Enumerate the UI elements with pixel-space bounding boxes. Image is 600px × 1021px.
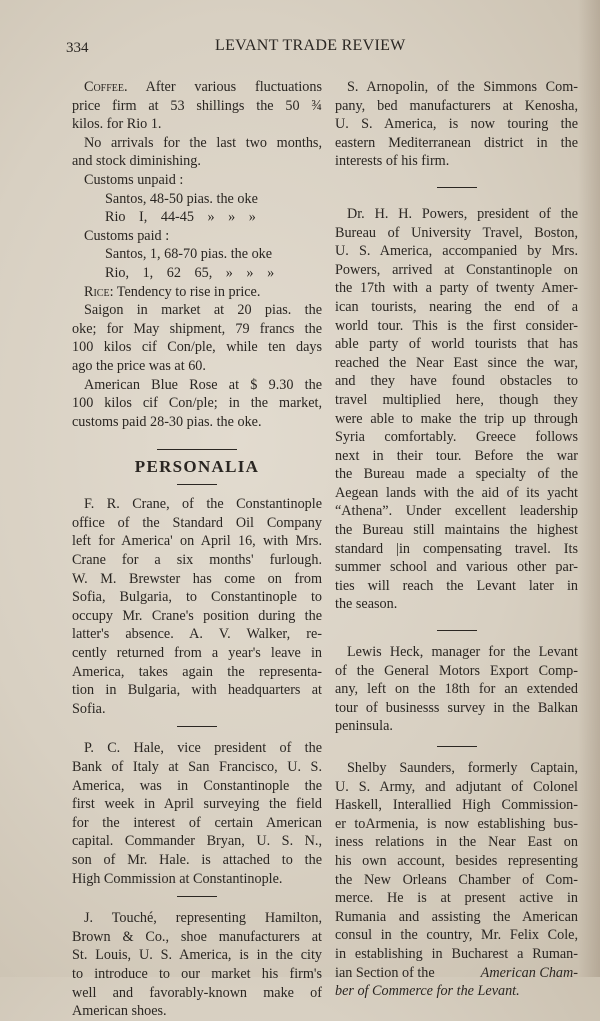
text-line: interests of his firm. [335, 153, 450, 170]
text-line: Shelby Saunders, formerly Captain, [347, 760, 578, 776]
text-line: American shoes. [72, 1003, 167, 1020]
spacer [72, 431, 322, 449]
spacer [72, 727, 322, 739]
text-line: next in their tour. Before the war [335, 447, 578, 464]
text-line: No arrivals for the last two months, [84, 134, 322, 151]
text-line: and stock diminishing. [72, 153, 201, 170]
text-line: of the General Motors Export Comp- [335, 662, 578, 679]
right-column [335, 78, 578, 1001]
text-line: F. R. Crane, of the Constantinople [84, 496, 322, 513]
text-line: Aegean lands with the aid of its yacht [335, 484, 578, 501]
text-line: son of Mr. Hale. is attached to the [72, 851, 322, 868]
text-line: Crane for a six months' furlough. [72, 552, 322, 569]
text-line: Powers, arrived at Constantinople on [335, 261, 578, 278]
text-line: 100 kilos cif Con/ple, while ten days [72, 339, 322, 356]
text-line: customs paid 28-30 pias. the oke. [72, 413, 262, 430]
page-number: 334 [66, 40, 89, 56]
text-line: America, takes again the representa- [72, 663, 322, 680]
touche-paragraph [72, 909, 322, 1021]
spacer [72, 718, 322, 726]
spacer [335, 614, 578, 630]
italic-chamber-name: ber of Commerce for the Levant. [335, 983, 520, 1000]
text-line: High Commission at Constantinople. [72, 870, 283, 887]
spacer [335, 171, 578, 187]
hale-paragraph [72, 739, 322, 888]
text-line: travel multiplied here, though they [335, 391, 578, 408]
text-line: reached the Near East since the war, [335, 354, 578, 371]
text-line: pany, bed manufacturers at Kenosha, [335, 97, 578, 114]
text-line: W. M. Brewster has come on from [72, 570, 322, 587]
italic-chamber-name: American Cham- [480, 964, 578, 981]
crane-paragraph [72, 495, 322, 718]
spacer [335, 631, 578, 643]
text-line: Coffee. After various fluctuations [84, 79, 322, 95]
text-line: U. S. Army, and adjutant of Colonel [335, 778, 578, 795]
customs-paid-label: Customs paid : [84, 227, 170, 244]
text-line: ican tourists, nearing the end of a [335, 298, 578, 315]
text-line: cently returned from a year's leave in [72, 645, 322, 662]
text-line: the Bureau made a specialty of the [335, 466, 578, 483]
page-edge-shadow [578, 0, 600, 977]
spacer [72, 485, 322, 495]
text-line: Bureau of University Travel, Boston, [335, 224, 578, 241]
text-line: iness relations in the Near East on [335, 834, 578, 851]
text-line: eastern Mediterranean district in the [335, 134, 578, 151]
spacer [72, 888, 322, 896]
text-line: ian Section of the American Cham- [335, 964, 578, 981]
customs-unpaid-label: Customs unpaid : [84, 171, 184, 188]
text-line: U. S. America, is now touring the [335, 116, 578, 133]
text-line: office of the Standard Oil Company [72, 514, 322, 531]
text-line: his own account, besides representing [335, 852, 578, 869]
rice-lead: Rice [84, 283, 110, 300]
text-line: tion in Bulgaria, with headquarters at [72, 682, 322, 699]
text-line: St. Louis, U. S. America, is in the city [72, 947, 322, 964]
text-line: were able to make the trip up through [335, 410, 578, 427]
text-line: to introduce to our market his firm's [72, 965, 322, 982]
text-line: merce. He is at present active in [335, 890, 578, 907]
text-line: Dr. H. H. Powers, president of the [347, 205, 578, 222]
arnopolin-paragraph [335, 78, 578, 171]
text-line: the season. [335, 596, 398, 613]
text-line: tour of businesss survey in the Balkan [335, 699, 578, 716]
text-line: and they have found obstacles to [335, 373, 578, 390]
text-line: left for America' on April 16, with Mrs. [72, 533, 322, 550]
text-line: Saigon in market at 20 pias. the [84, 302, 322, 319]
text-line: er toArmenia, is now establishing bus- [335, 815, 578, 832]
text-line: latter's absence. A. V. Walker, re- [72, 626, 322, 643]
text-line: the 17th with a party of twenty Amer- [335, 280, 578, 297]
text-line: occupy Mr. Crane's position during the [72, 607, 322, 624]
spacer [335, 188, 578, 205]
text-line: able party of world tourists that has [335, 336, 578, 353]
text-line: any, left on the 18th for an extended [335, 681, 578, 698]
text-line: for the interest of certain American [72, 814, 322, 831]
spacer [335, 747, 578, 759]
text-line: J. Touché, representing Hamilton, [84, 910, 322, 927]
text-line: the New Orleans Chamber of Com- [335, 871, 578, 888]
text-line: Lewis Heck, manager for the Levant [347, 644, 578, 661]
text-line: American Blue Rose at $ 9.30 the [84, 376, 322, 393]
text-line: Bank of Italy at San Francisco, U. S. [72, 759, 322, 775]
price-line: Santos, 1, 68-70 pias. the oke [105, 246, 273, 263]
text-line: oke; for May shipment, 79 francs the [72, 320, 322, 337]
text-line: ago the price was at 60. [72, 357, 206, 374]
rice-paragraph [72, 283, 322, 432]
price-line: Rio, 1, 62 65, » » » [105, 264, 275, 281]
spacer [335, 736, 578, 746]
text-line: 100 kilos cif Con/ple; in the market, [72, 395, 322, 412]
coffee-lead: Coffee. [84, 79, 128, 95]
text-line: S. Arnopolin, of the Simmons Com- [347, 79, 578, 95]
text-line: ties will reach the Levant later in [335, 577, 578, 594]
price-line: Rio I, 44-45 » » » [105, 209, 256, 226]
text-line: standard |in compensating travel. Its [335, 540, 578, 557]
text-line: U. S. America, accompanied by Mrs. [335, 243, 578, 260]
text-line: “Athena”. Under excellent leadership [335, 503, 578, 520]
text-line: well and favorably-known make of [72, 984, 322, 1001]
text-line: Rumania and assisting the American [335, 908, 578, 925]
text-line: first week in April surveying the field [72, 796, 322, 813]
text-line: P. C. Hale, vice president of the [84, 740, 322, 757]
text-line: Sofia, Bulgaria, to Constantinople to [72, 589, 322, 606]
text-line: price firm at 53 shillings the 50 ¾ [72, 97, 322, 114]
text-line: Haskell, Interallied High Commission- [335, 797, 578, 814]
text-line: Brown & Co., shoe manufacturers at [72, 928, 322, 945]
text-line: Sofia. [72, 700, 106, 717]
left-column [72, 78, 322, 1021]
powers-paragraph [335, 205, 578, 614]
running-head: LEVANT TRADE REVIEW [215, 37, 406, 54]
section-heading: PERSONALIA [134, 457, 260, 477]
text-line: Syria comfortably. Greece follows [335, 429, 578, 446]
text-line: in establishing in Bucharest a Ruman- [335, 945, 578, 962]
price-line: Santos, 48-50 pias. the oke [105, 190, 258, 207]
text-line: world tour. This is the first consider- [335, 317, 578, 334]
saunders-paragraph [335, 759, 578, 1001]
spacer [72, 897, 322, 909]
text-line: kilos. for Rio 1. [72, 116, 162, 133]
text-line: America, was in Constantinople the [72, 777, 322, 794]
text-line: capital. Commander Bryan, U. S. N., [72, 833, 322, 850]
text-line: summer school and various other par- [335, 559, 578, 576]
text-line: the Bureau still maintains the highest [335, 522, 578, 539]
heck-paragraph [335, 643, 578, 736]
text-line: peninsula. [335, 718, 393, 735]
text-line: Rice: Tendency to rise in price. [84, 283, 261, 300]
text-line: consul in the country, Mr. Felix Cole, [335, 927, 578, 944]
coffee-paragraph [72, 78, 322, 283]
